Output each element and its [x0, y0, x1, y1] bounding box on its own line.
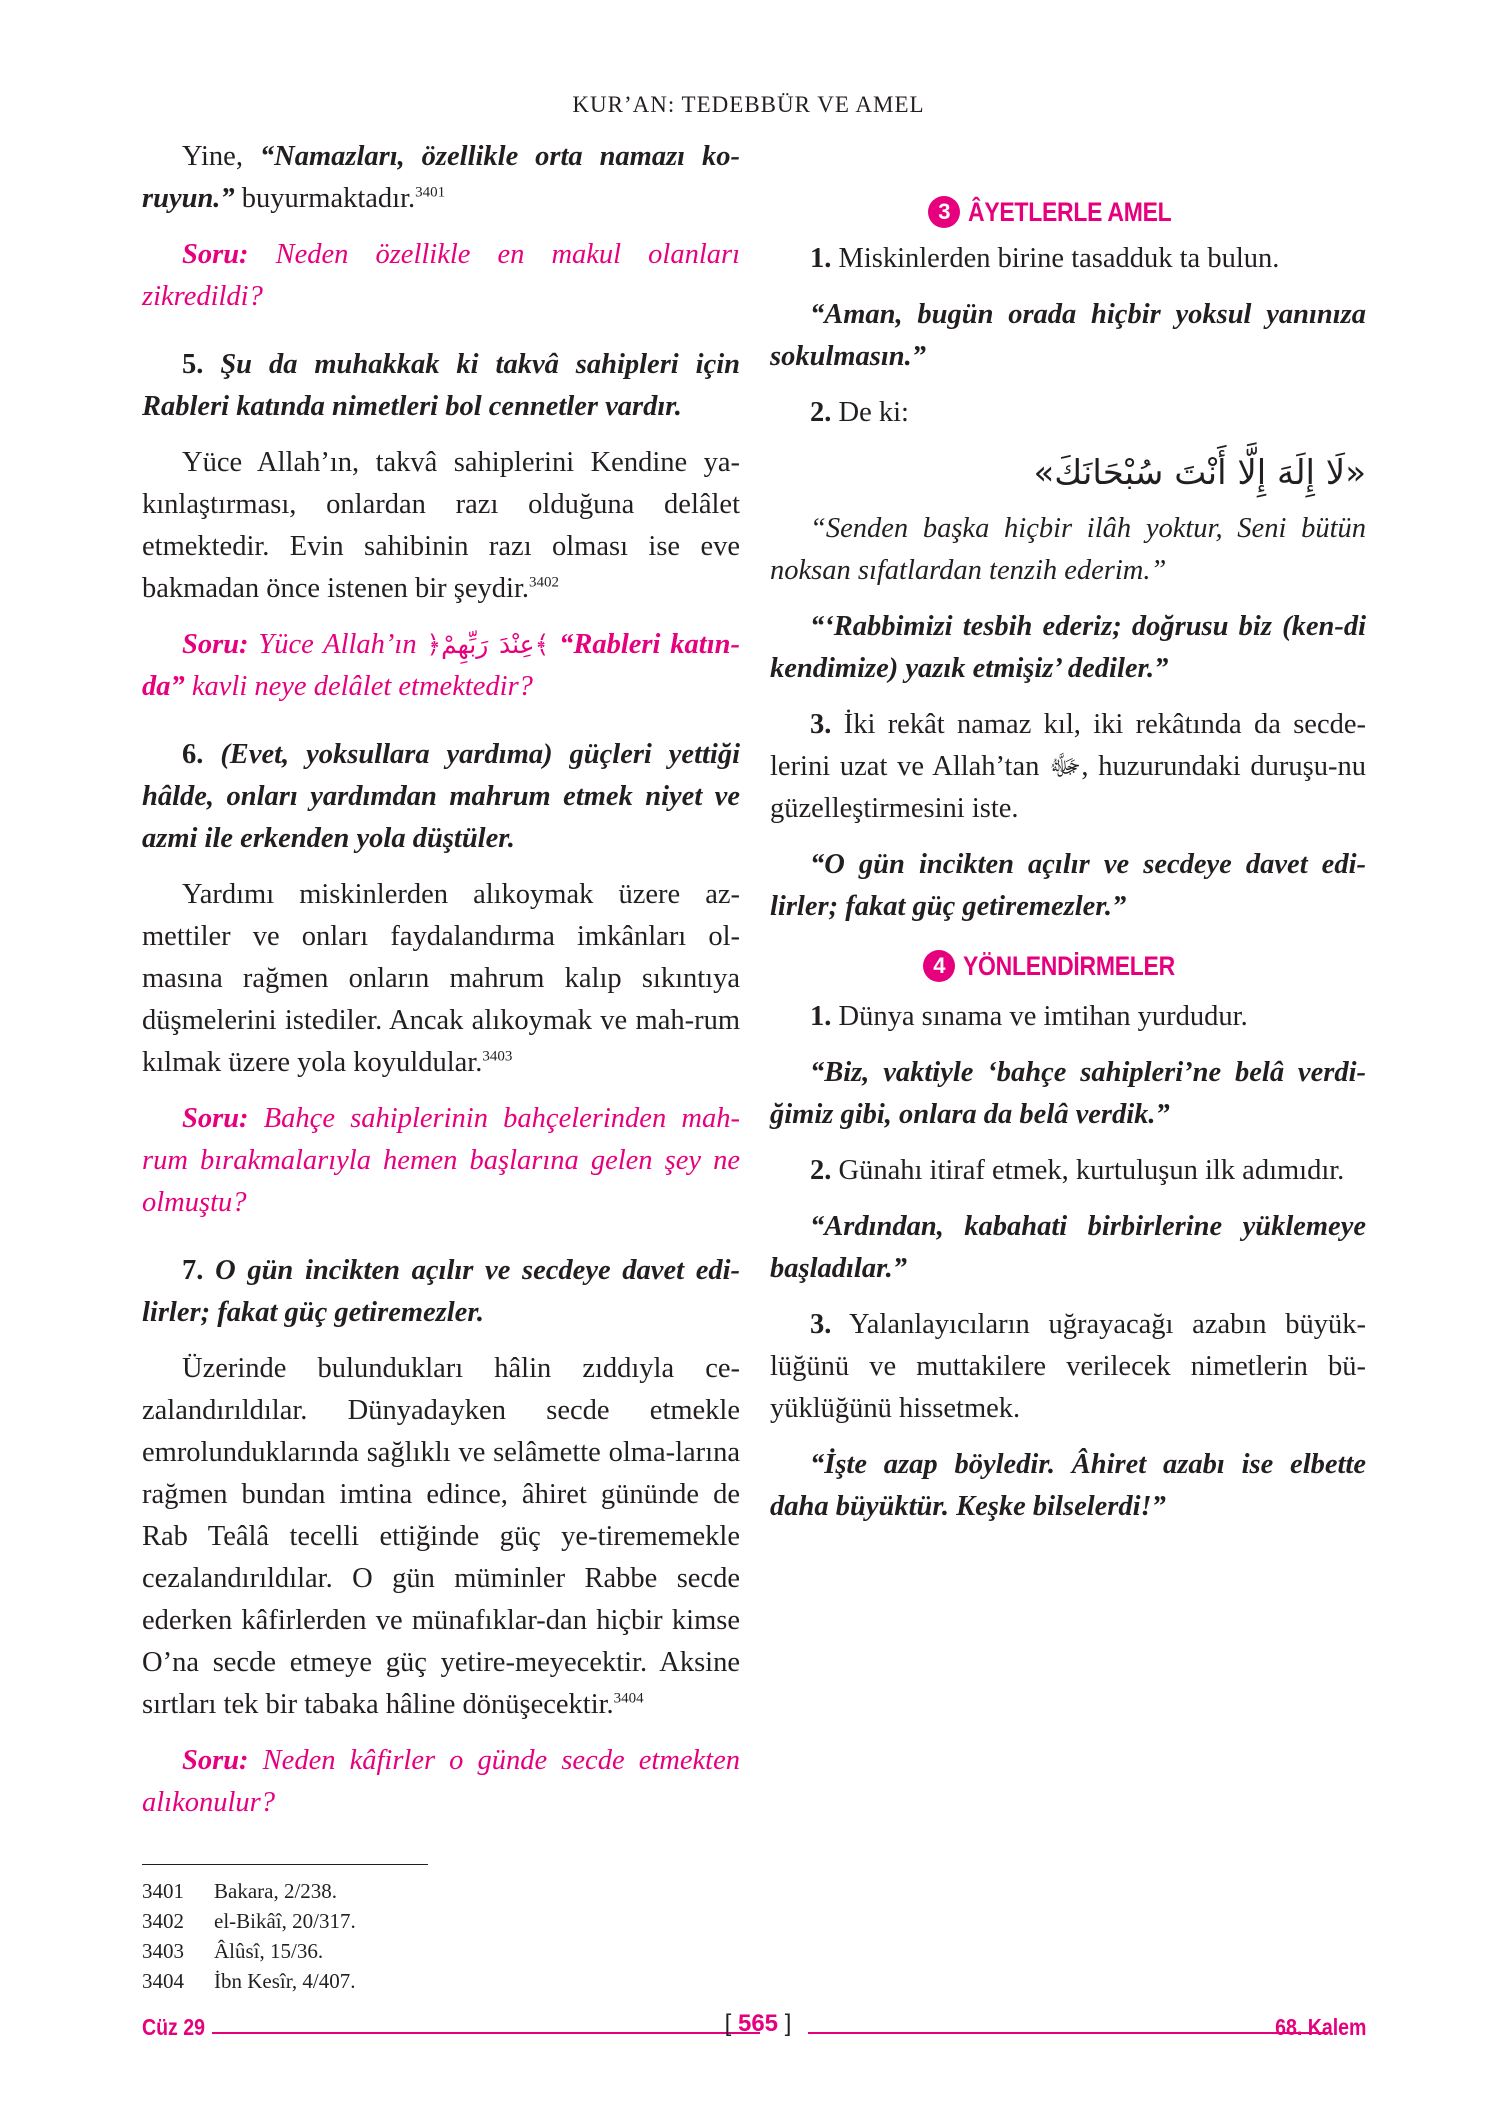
action-item: 3. İki rekât namaz kıl, iki rekâtında da secde-lerini uzat ve Allah’tan ﷻ, huzurundaki duruşu-nu güzelleştirmesini iste. [770, 709, 1366, 824]
page-footer [142, 2008, 1366, 2048]
quote: “Aman, bugün orada hiçbir yoksul yanınıza sokulmasın.” [770, 299, 1366, 372]
section-title: YÖNLENDİRMELER [963, 950, 1176, 981]
footnote: 3402 el-Bikâî, 20/317. [142, 1909, 356, 1933]
quote: “O gün incikten açılır ve secdeye davet edi-lirler; fakat güç getiremezler.” [770, 849, 1366, 922]
verse-item-6: 6. (Evet, yoksullara yardıma) güçleri yettiği hâlde, onları yardımdan mahrum etmek niyet ve azmi ile erkenden yola düştüler. [142, 739, 741, 854]
quote: “‘Rabbimizi tesbih ederiz; doğrusu biz (ken-di kendimize) yazık etmişiz’ dediler.” [770, 611, 1366, 684]
quote: “Biz, vaktiyle ‘bahçe sahipleri’ne belâ verdi-ğimiz gibi, onlara da belâ verdik.” [770, 1057, 1366, 1130]
paragraph: Yüce Allah’ın, takvâ sahiplerini Kendine ya-kınlaştırması, onlardan razı olduğuna delâlet etmektedir. Evin sahibinin razı olması ise eve bakmadan önce istenen bir şeydir.$^{3402}$ [142, 447, 740, 604]
translation: “Senden başka hiçbir ilâh yoktur, Seni bütün noksan sıfatlardan tenzih ederim.” [770, 513, 1366, 586]
action-item: 1. Miskinlerden birine tasadduk ta bulun. [810, 243, 1280, 274]
surah-label: 68. Kalem [1274, 2014, 1366, 2040]
question: Soru: Neden özellikle en makul olanları zikredildi? [142, 239, 740, 312]
paragraph: Yardımı miskinlerden alıkoymak üzere az-mettiler ve onları faydalandırma imkânları ol-masına rağmen onların mahrum kalıp sıkıntıya düşmelerini istediler. Ancak alıkoymak ve mah-rum kılmak üzere yola koyuldular.$^{3403}$ [142, 879, 740, 1078]
section-number-badge: 4 [923, 950, 955, 982]
action-item: 2. De ki: [810, 397, 909, 428]
paragraph: Yine, “Namazları, özellikle orta namazı ko-ruyun.” buyurmaktadır.$^{3401}$ [142, 141, 740, 214]
guidance-item: 1. Dünya sınama ve imtihan yurdudur. [810, 1001, 1248, 1032]
section-heading-ayetlerle-amel [770, 196, 1366, 228]
arabic-phrase: ﴿عِنْدَ رَبِّهِمْ﴾ [426, 630, 550, 659]
question: Soru: Bahçe sahiplerinin bahçelerinden mah-rum bırakmalarıyla hemen başlarına gelen şey ne olmuştu? [142, 1103, 740, 1218]
footnote-ref[interactable]: 3404 [613, 1690, 644, 1707]
page-number: [ 565 ] [724, 2010, 792, 2037]
footer-rule-right [808, 2032, 1328, 2034]
footnotes [142, 1876, 742, 1996]
footnote-ref[interactable]: 3403 [482, 1048, 513, 1065]
footnote-ref[interactable]: 3401 [415, 184, 446, 201]
right-column [770, 190, 1366, 1528]
quote: “Namazları, özellikle orta namazı ko-ruyun.” [142, 141, 740, 214]
question: Soru: Yüce Allah’ın ﴿عِنْدَ رَبِّهِمْ﴾ “Rableri katın-da” kavli neye delâlet etmektedir? [142, 629, 740, 702]
footer-rule-left [212, 2032, 760, 2034]
section-number-badge: 3 [928, 196, 960, 228]
arabic-dua: «لَا إِلَهَ إِلَّا أَنْتَ سُبْحَانَكَ» [1033, 453, 1366, 493]
question: Soru: Neden kâfirler o günde secde etmekten alıkonulur? [142, 1745, 740, 1818]
quote: “Ardından, kabahati birbirlerine yüklemeye başladılar.” [770, 1211, 1366, 1284]
quote: “İşte azap böyledir. Âhiret azabı ise elbette daha büyüktür. Keşke bilselerdi!” [770, 1449, 1366, 1522]
section-title: ÂYETLERLE AMEL [968, 196, 1172, 227]
footnote: 3404 İbn Kesîr, 4/407. [142, 1969, 356, 1993]
footnote-ref[interactable]: 3402 [529, 574, 560, 591]
verse-item-5: 5. Şu da muhakkak ki takvâ sahipleri için Rableri katında nimetleri bol cennetler vardır. [142, 349, 740, 422]
guidance-item: 2. Günahı itiraf etmek, kurtuluşun ilk adımıdır. [810, 1155, 1345, 1186]
footnote-divider [142, 1864, 428, 1865]
guidance-item: 3. Yalanlayıcıların uğrayacağı azabın büyük-lüğünü ve muttakilere verilecek nimetlerin bü-yüklüğünü hissetmek. [770, 1309, 1366, 1424]
running-head: KUR’AN: TEDEBBÜR VE AMEL [572, 92, 925, 117]
section-heading-yonlendirmeler [770, 950, 1366, 982]
footnote: 3403 Âlûsî, 15/36. [142, 1939, 324, 1963]
verse-item-7: 7. O gün incikten açılır ve secdeye davet edi-lirler; fakat güç getiremezler. [142, 1255, 741, 1328]
left-column [142, 136, 740, 1824]
juz-label: Cüz 29 [142, 2014, 206, 2040]
footnote: 3401 Bakara, 2/238. [142, 1879, 338, 1903]
paragraph: Üzerinde bulundukları hâlin zıddıyla ce-zalandırıldılar. Dünyadayken secde etmekle emrolunduklarında sağlıklı ve selâmette olma-larına rağmen bundan imtina edince, âhiret gününde de Rab Teâlâ tecelli ettiğinde güç ye-tirememekle cezalandırıldılar. O gün müminler Rabbe secde ederken kâfirlerden ve münafıklar-dan hiçbir kimse O’na secde etmeye güç yetire-meyecektir. Aksine sırtları tek bir tabaka hâline dönüşecektir.$^{3404}$ [142, 1353, 740, 1720]
